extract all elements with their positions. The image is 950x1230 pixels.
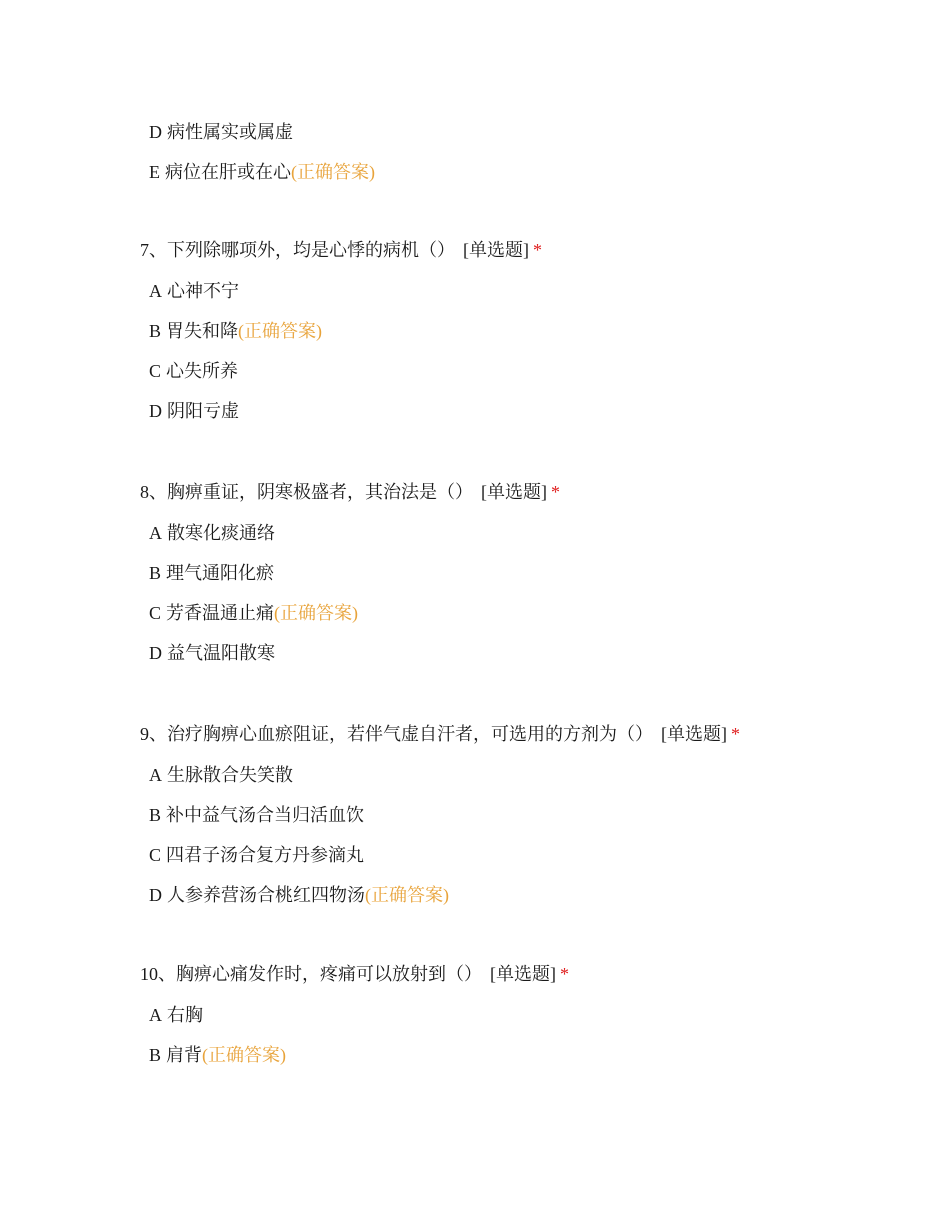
option-d	[149, 118, 375, 146]
question-type: [单选题]	[463, 240, 529, 260]
required-mark: *	[533, 240, 542, 260]
option-text: 益气温阳散寒	[167, 643, 275, 663]
required-mark: *	[731, 724, 740, 744]
required-mark: *	[560, 964, 569, 984]
option-text: 肩背	[166, 1045, 203, 1065]
option-a	[149, 1001, 569, 1029]
options-list	[149, 277, 542, 425]
question-7	[140, 236, 542, 437]
correct-answer-label: (正确答案)	[238, 321, 323, 341]
options-list	[149, 1001, 569, 1069]
option-text: 心神不宁	[167, 281, 239, 301]
options-list	[149, 761, 740, 909]
option-a	[149, 277, 542, 305]
options-list	[149, 519, 560, 667]
option-text: 四君子汤合复方丹参滴丸	[166, 845, 365, 865]
option-d	[149, 397, 542, 425]
option-text: 病性属实或属虚	[167, 122, 293, 142]
option-text: 生脉散合失笑散	[167, 765, 293, 785]
option-text: 人参养营汤合桃红四物汤	[167, 885, 365, 905]
correct-answer-label: (正确答案)	[365, 885, 449, 905]
option-c	[149, 841, 740, 869]
option-text: 理气通阳化瘀	[166, 563, 275, 583]
option-letter: D	[149, 401, 162, 421]
option-text: 胃失和降	[166, 321, 239, 341]
question-title	[140, 478, 560, 506]
option-b	[149, 801, 740, 829]
question-title	[140, 236, 542, 264]
option-e	[149, 158, 375, 186]
question-text: 10、胸痹心痛发作时，疼痛可以放射到（）	[140, 964, 482, 984]
question-9	[140, 720, 740, 921]
option-letter: D	[149, 643, 162, 663]
option-b	[149, 559, 560, 587]
question-type: [单选题]	[661, 724, 727, 744]
option-letter: C	[149, 845, 162, 865]
option-d	[149, 639, 560, 667]
option-text: 心失所养	[166, 361, 239, 381]
question-text: 7、下列除哪项外，均是心悸的病机（）	[140, 240, 455, 260]
correct-answer-label: (正确答案)	[202, 1045, 287, 1065]
option-text: 阴阳亏虚	[167, 401, 239, 421]
option-text: 补中益气汤合当归活血饮	[166, 805, 365, 825]
option-text: 散寒化痰通络	[167, 523, 275, 543]
question-8	[140, 478, 560, 679]
correct-answer-label: (正确答案)	[274, 603, 359, 623]
option-text: 右胸	[167, 1005, 203, 1025]
question-type: [单选题]	[490, 964, 556, 984]
option-a	[149, 761, 740, 789]
option-letter: A	[149, 765, 162, 785]
option-a	[149, 519, 560, 547]
previous-question-options	[149, 118, 375, 198]
option-letter: A	[149, 281, 162, 301]
question-title	[140, 720, 740, 748]
option-letter: B	[149, 805, 162, 825]
option-letter: B	[149, 563, 162, 583]
option-letter: A	[149, 1005, 162, 1025]
option-text: 病位在肝或在心	[165, 162, 291, 182]
required-mark: *	[551, 482, 560, 502]
option-text: 芳香温通止痛	[166, 603, 275, 623]
question-title	[140, 960, 569, 988]
option-letter: E	[149, 162, 160, 182]
option-letter: A	[149, 523, 162, 543]
option-c	[149, 357, 542, 385]
option-b	[149, 1041, 569, 1069]
question-text: 9、治疗胸痹心血瘀阻证，若伴气虚自汗者，可选用的方剂为（）	[140, 724, 653, 744]
question-text: 8、胸痹重证，阴寒极盛者，其治法是（）	[140, 482, 473, 502]
option-letter: C	[149, 361, 162, 381]
option-letter: D	[149, 122, 162, 142]
question-type: [单选题]	[481, 482, 547, 502]
option-c	[149, 599, 560, 627]
option-letter: C	[149, 603, 162, 623]
option-letter: B	[149, 1045, 162, 1065]
option-letter: B	[149, 321, 162, 341]
question-10	[140, 960, 569, 1081]
option-b	[149, 317, 542, 345]
option-d	[149, 881, 740, 909]
correct-answer-label: (正确答案)	[291, 162, 375, 182]
option-letter: D	[149, 885, 162, 905]
